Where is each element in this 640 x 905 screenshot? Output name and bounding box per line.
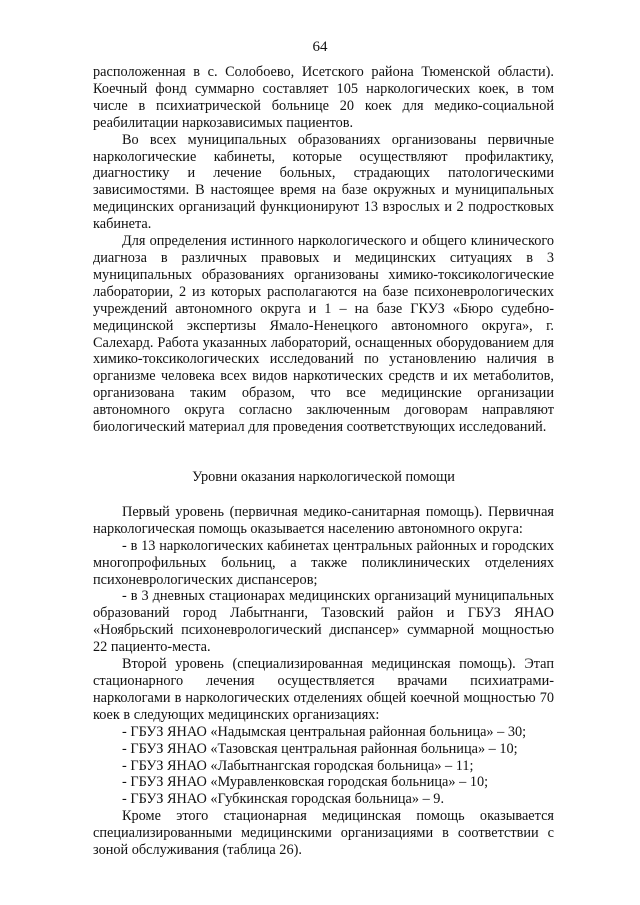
section-heading: Уровни оказания наркологической помощи — [192, 468, 455, 485]
second-level-item-nadym: - ГБУЗ ЯНАО «Надымская центральная районная больница» – 30; — [122, 723, 527, 740]
first-level-item-day-hospitals: - в 3 дневных стационарах медицинских организаций муниципальных образований город Лабытнанги, Тазовский район и ГБУЗ ЯНАО «Ноябрьский психоневрологический диспансер» суммарной мощностью 22 пациенто-места. — [93, 588, 554, 656]
paragraph-laboratories: Для определения истинного наркологического и общего клинического диагноза в различных правовых и медицинских ситуациях в 3 муниципальных образованиях организованы химико-токсикологические лаборатории, 2 из которых располагаются на базе психоневрологических учреждений автономного округа и 1 – на базе ГКУЗ «Бюро судебно-медицинской экспертизы Ямало-Ненецкого автономного округа», г. Салехард. Работа указанных лабораторий, оснащенных оборудованием для химико-токсикологических исследований по установлению наличия в организме человека всех видов наркотических средств и их метаболитов, организована таким образом, что все медицинские организации автономного округа согласно заключенным договорам направляют биологический материал для проведения соответствующих исследований. — [93, 233, 554, 436]
paragraph-facilities: расположенная в с. Солобоево, Исетского района Тюменской области). Коечный фонд суммарно составляет 105 наркологических коек, в том числе в психиатрической больнице 20 коек для медико-социальной реабилитации наркозависимых пациентов. — [93, 64, 554, 131]
first-level-intro: Первый уровень (первичная медико-санитарная помощь). Первичная наркологическая помощь оказывается населению автономного округа: — [93, 503, 554, 537]
page-number: 64 — [312, 39, 328, 55]
second-level-item-labytnangi: - ГБУЗ ЯНАО «Лабытнангская городская больница» – 11; — [122, 757, 474, 774]
document-body — [93, 64, 554, 859]
second-level-intro: Второй уровень (специализированная медицинская помощь). Этап стационарного лечения осуществляется врачами психиатрами-наркологами в наркологических отделениях общей коечной мощностью 70 коек в следующих медицинских организациях: — [93, 656, 554, 723]
second-level-item-gubkinsky: - ГБУЗ ЯНАО «Губкинская городская больница» – 9. — [122, 791, 445, 808]
closing-paragraph: Кроме этого стационарная медицинская помощь оказывается специализированными медицинскими организациями в соответствии с зоной обслуживания (таблица 26). — [93, 808, 554, 859]
second-level-item-tazovsk: - ГБУЗ ЯНАО «Тазовская центральная районная больница» – 10; — [122, 740, 518, 757]
paragraph-primary-cabinets: Во всех муниципальных образованиях организованы первичные наркологические кабинеты, которые осуществляют профилактику, диагностику и лечение больных, страдающих патологическими зависимостями. В настоящее время на базе окружных и муниципальных медицинских организаций функционируют 13 взрослых и 2 подростковых кабинета. — [93, 131, 554, 233]
first-level-item-cabinets: - в 13 наркологических кабинетах центральных районных и городских многопрофильных больниц, а также поликлинических отделениях психоневрологических диспансеров; — [93, 537, 554, 588]
second-level-item-muravlenko: - ГБУЗ ЯНАО «Муравленковская городская больница» – 10; — [122, 774, 489, 791]
